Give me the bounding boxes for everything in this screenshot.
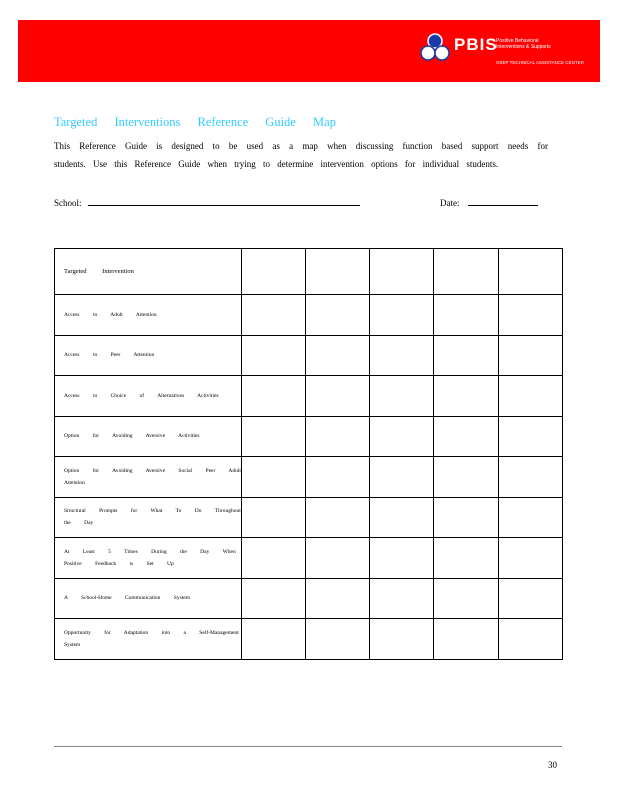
school-label: School:	[54, 198, 82, 208]
table-cell[interactable]	[434, 578, 499, 619]
table-cell[interactable]	[434, 619, 499, 660]
pbis-logo	[418, 32, 584, 72]
row-label: Option for Avoiding Aversive Social Peer Adult Attention	[55, 457, 242, 498]
row-label: Access to Choice of Alternatives Activities	[55, 376, 242, 417]
table-cell[interactable]	[434, 295, 499, 336]
row-label: A School-Home Communication System	[55, 578, 242, 619]
table-row	[55, 578, 563, 619]
table-cell[interactable]	[434, 538, 499, 579]
table-cell[interactable]	[370, 578, 434, 619]
table-cell[interactable]	[499, 457, 563, 498]
table-row	[55, 376, 563, 417]
row-label: At Least 5 Times During the Day When Positive Feedback is Set Up	[55, 538, 242, 579]
header-blank-cell[interactable]	[370, 249, 434, 295]
date-field[interactable]	[440, 196, 538, 208]
row-label: Option for Avoiding Aversive Activities	[55, 416, 242, 457]
table-cell[interactable]	[306, 538, 370, 579]
table-row	[55, 497, 563, 538]
table-cell[interactable]	[242, 335, 306, 376]
page-number: 30	[548, 760, 557, 770]
school-field[interactable]	[54, 196, 360, 208]
table-cell[interactable]	[242, 295, 306, 336]
header-targeted-intervention: Targeted Intervention	[55, 249, 242, 295]
table-cell[interactable]	[306, 335, 370, 376]
table-row	[55, 538, 563, 579]
table-cell[interactable]	[306, 497, 370, 538]
table-cell[interactable]	[434, 416, 499, 457]
header-blank-cell[interactable]	[242, 249, 306, 295]
table-cell[interactable]	[434, 335, 499, 376]
footer-divider	[54, 746, 562, 747]
table-cell[interactable]	[242, 497, 306, 538]
table-cell[interactable]	[370, 295, 434, 336]
table-row	[55, 335, 563, 376]
row-label: Structural Prompts for What To Do Throughout the Day	[55, 497, 242, 538]
table-cell[interactable]	[370, 416, 434, 457]
table-cell[interactable]	[434, 457, 499, 498]
row-label: Access to Adult Attention	[55, 295, 242, 336]
date-blank-line[interactable]	[468, 196, 538, 206]
logo-subtitle: Positive Behavioral Interventions & Supports	[496, 38, 551, 50]
table-cell[interactable]	[306, 578, 370, 619]
table-row	[55, 295, 563, 336]
table-cell[interactable]	[370, 538, 434, 579]
table-cell[interactable]	[499, 416, 563, 457]
table-row	[55, 619, 563, 660]
table-cell[interactable]	[306, 295, 370, 336]
table-cell[interactable]	[499, 335, 563, 376]
table-cell[interactable]	[242, 538, 306, 579]
pbis-circles-icon	[418, 32, 452, 66]
page-title: Targeted Interventions Reference Guide Map	[54, 115, 336, 129]
table-row	[55, 457, 563, 498]
school-blank-line[interactable]	[88, 196, 360, 206]
header-blank-cell[interactable]	[306, 249, 370, 295]
table-header-row	[55, 249, 563, 295]
table-cell[interactable]	[499, 619, 563, 660]
table-cell[interactable]	[434, 497, 499, 538]
table-cell[interactable]	[499, 538, 563, 579]
table-cell[interactable]	[370, 376, 434, 417]
interventions-table	[54, 248, 563, 660]
table-cell[interactable]	[242, 578, 306, 619]
table-cell[interactable]	[370, 497, 434, 538]
table-cell[interactable]	[306, 619, 370, 660]
date-label: Date:	[440, 198, 460, 208]
table-cell[interactable]	[306, 376, 370, 417]
table-cell[interactable]	[306, 457, 370, 498]
table-cell[interactable]	[242, 416, 306, 457]
table-cell[interactable]	[370, 619, 434, 660]
logo-wordmark: PBIS	[454, 35, 498, 54]
table-cell[interactable]	[499, 578, 563, 619]
table-cell[interactable]	[434, 376, 499, 417]
row-label: Access to Peer Attention	[55, 335, 242, 376]
header-blank-cell[interactable]	[434, 249, 499, 295]
table-cell[interactable]	[499, 376, 563, 417]
table-cell[interactable]	[370, 335, 434, 376]
table-cell[interactable]	[242, 376, 306, 417]
intro-paragraph: This Reference Guide is designed to be used as a map when discussing function based support needs for students. Use this Reference Guide when trying to determine intervention options for individual students.	[54, 141, 548, 169]
table-cell[interactable]	[306, 416, 370, 457]
table-cell[interactable]	[370, 457, 434, 498]
table-cell[interactable]	[499, 497, 563, 538]
table-row	[55, 416, 563, 457]
header-blank-cell[interactable]	[499, 249, 563, 295]
table-cell[interactable]	[499, 295, 563, 336]
row-label: Opportunity for Adaptation into a Self-Management System	[55, 619, 242, 660]
table-cell[interactable]	[242, 457, 306, 498]
logo-tagline: OSEP TECHNICAL ASSISTANCE CENTER	[496, 60, 584, 65]
table-cell[interactable]	[242, 619, 306, 660]
